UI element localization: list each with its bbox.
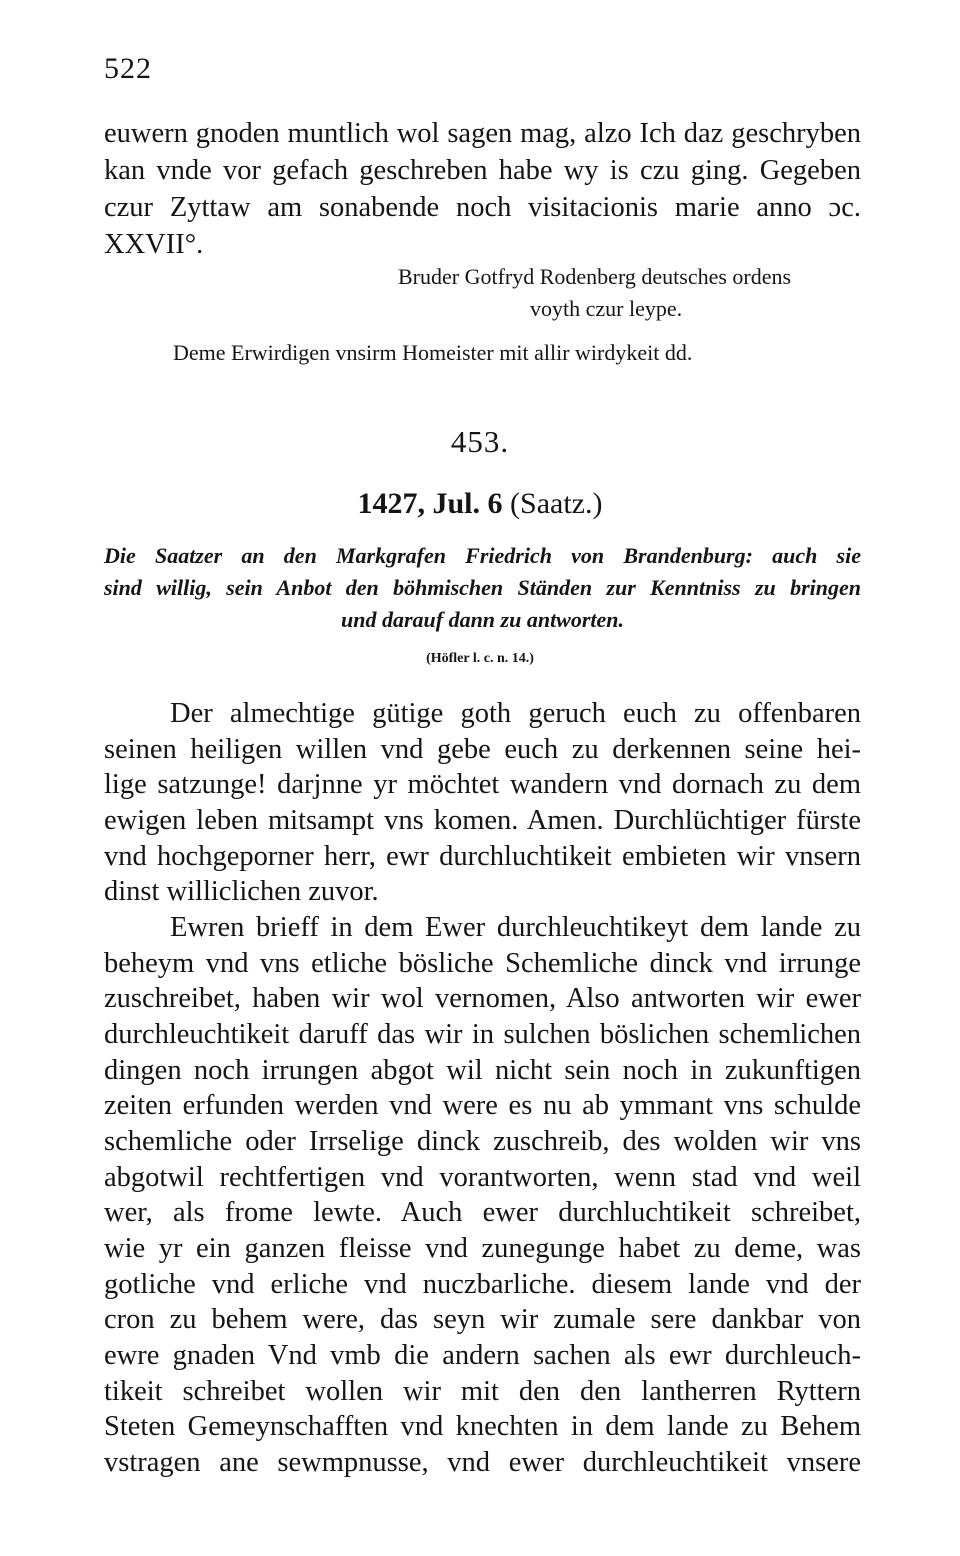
body-line: seinen heiligen willen vnd gebe euch zu derkennen seine hei- <box>104 734 861 765</box>
body-line: ewigen leben mitsampt vns komen. Amen. Durchlüchtiger fürste <box>104 805 861 836</box>
address-line: Deme Erwirdigen vnsirm Homeister mit allir wirdykeit dd. <box>173 340 693 365</box>
body-line: gotliche vnd erliche vnd nuczbarliche. diesem lande vnd der <box>104 1269 861 1300</box>
body-line: Der almechtige gütige goth geruch euch zu offenbaren <box>170 698 861 729</box>
page-number: 522 <box>104 52 152 85</box>
document-date: 1427, Jul. 6 <box>357 487 503 520</box>
body-line: beheym vnd vns etliche bösliche Schemliche dinck vnd irrunge <box>104 948 861 979</box>
body-line: vnd hochgeporner herr, ewr durchluchtikeit embieten wir vnsern <box>104 841 861 872</box>
signature-line: Bruder Gotfryd Rodenberg deutsches ordens <box>398 264 792 289</box>
summary-line: und darauf dann zu antworten. <box>340 607 625 632</box>
document-place: (Saatz.) <box>510 487 603 520</box>
body-line: ewre gnaden Vnd vmb die andern sachen als ewr durchleuch- <box>104 1340 861 1371</box>
text-line: kan vnde vor gefach geschreben habe wy is czu ging. Gegeben <box>104 155 861 186</box>
summary-line: sind willig, sein Anbot den böhmischen Ständen zur Kenntniss zu bringen <box>104 575 861 600</box>
body-line: schemliche oder Irrselige dinck zuschreib, des wolden wir vns <box>104 1126 861 1157</box>
body-line: cron zu behem were, das seyn wir zumale sere dankbar von <box>104 1304 861 1335</box>
text-line: czur Zyttaw am sonabende noch visitacionis marie anno ɔc. <box>104 192 861 223</box>
body-line: abgotwil rechtfertigen vnd vorantworten, wenn stad vnd weil <box>104 1162 861 1193</box>
document-dateline <box>0 487 960 521</box>
body-line: Steten Gemeynschafften vnd knechten in dem lande zu Behem <box>104 1411 861 1442</box>
body-line: dinst williclichen zuvor. <box>104 876 379 907</box>
document-number: 453. <box>450 424 510 459</box>
body-line: vstragen ane sewmpnusse, vnd ewer durchleuchtikeit vnsere <box>104 1447 861 1478</box>
signature-line: voyth czur leype. <box>530 296 683 321</box>
body-line: dingen noch irrungen abgot wil nicht sein noch in zukunftigen <box>104 1055 861 1086</box>
body-line: zuschreibet, haben wir wol vernomen, Also antworten wir ewer <box>104 983 861 1014</box>
body-line: wie yr ein ganzen fleisse vnd zunegunge habet zu deme, was <box>104 1233 861 1264</box>
source-citation: (Höfler l. c. n. 14.) <box>426 651 534 666</box>
text-line: euwern gnoden muntlich wol sagen mag, alzo Ich daz geschryben <box>104 118 861 149</box>
body-line: wer, als frome lewte. Auch ewer durchluchtikeit schreibet, <box>104 1197 861 1228</box>
summary-line: Die Saatzer an den Markgrafen Friedrich von Brandenburg: auch sie <box>104 543 861 568</box>
body-line: zeiten erfunden werden vnd were es nu ab ymmant vns schulde <box>104 1090 861 1121</box>
body-line: durchleuchtikeit daruff das wir in sulchen böslichen schemlichen <box>104 1019 861 1050</box>
text-line: XXVII°. <box>104 229 204 260</box>
body-line: tikeit schreibet wollen wir mit den den lantherren Ryttern <box>104 1376 861 1407</box>
body-line: lige satzunge! darjnne yr möchtet wandern vnd dornach zu dem <box>104 769 861 800</box>
body-line: Ewren brieff in dem Ewer durchleuchtikeyt dem lande zu <box>170 912 861 943</box>
